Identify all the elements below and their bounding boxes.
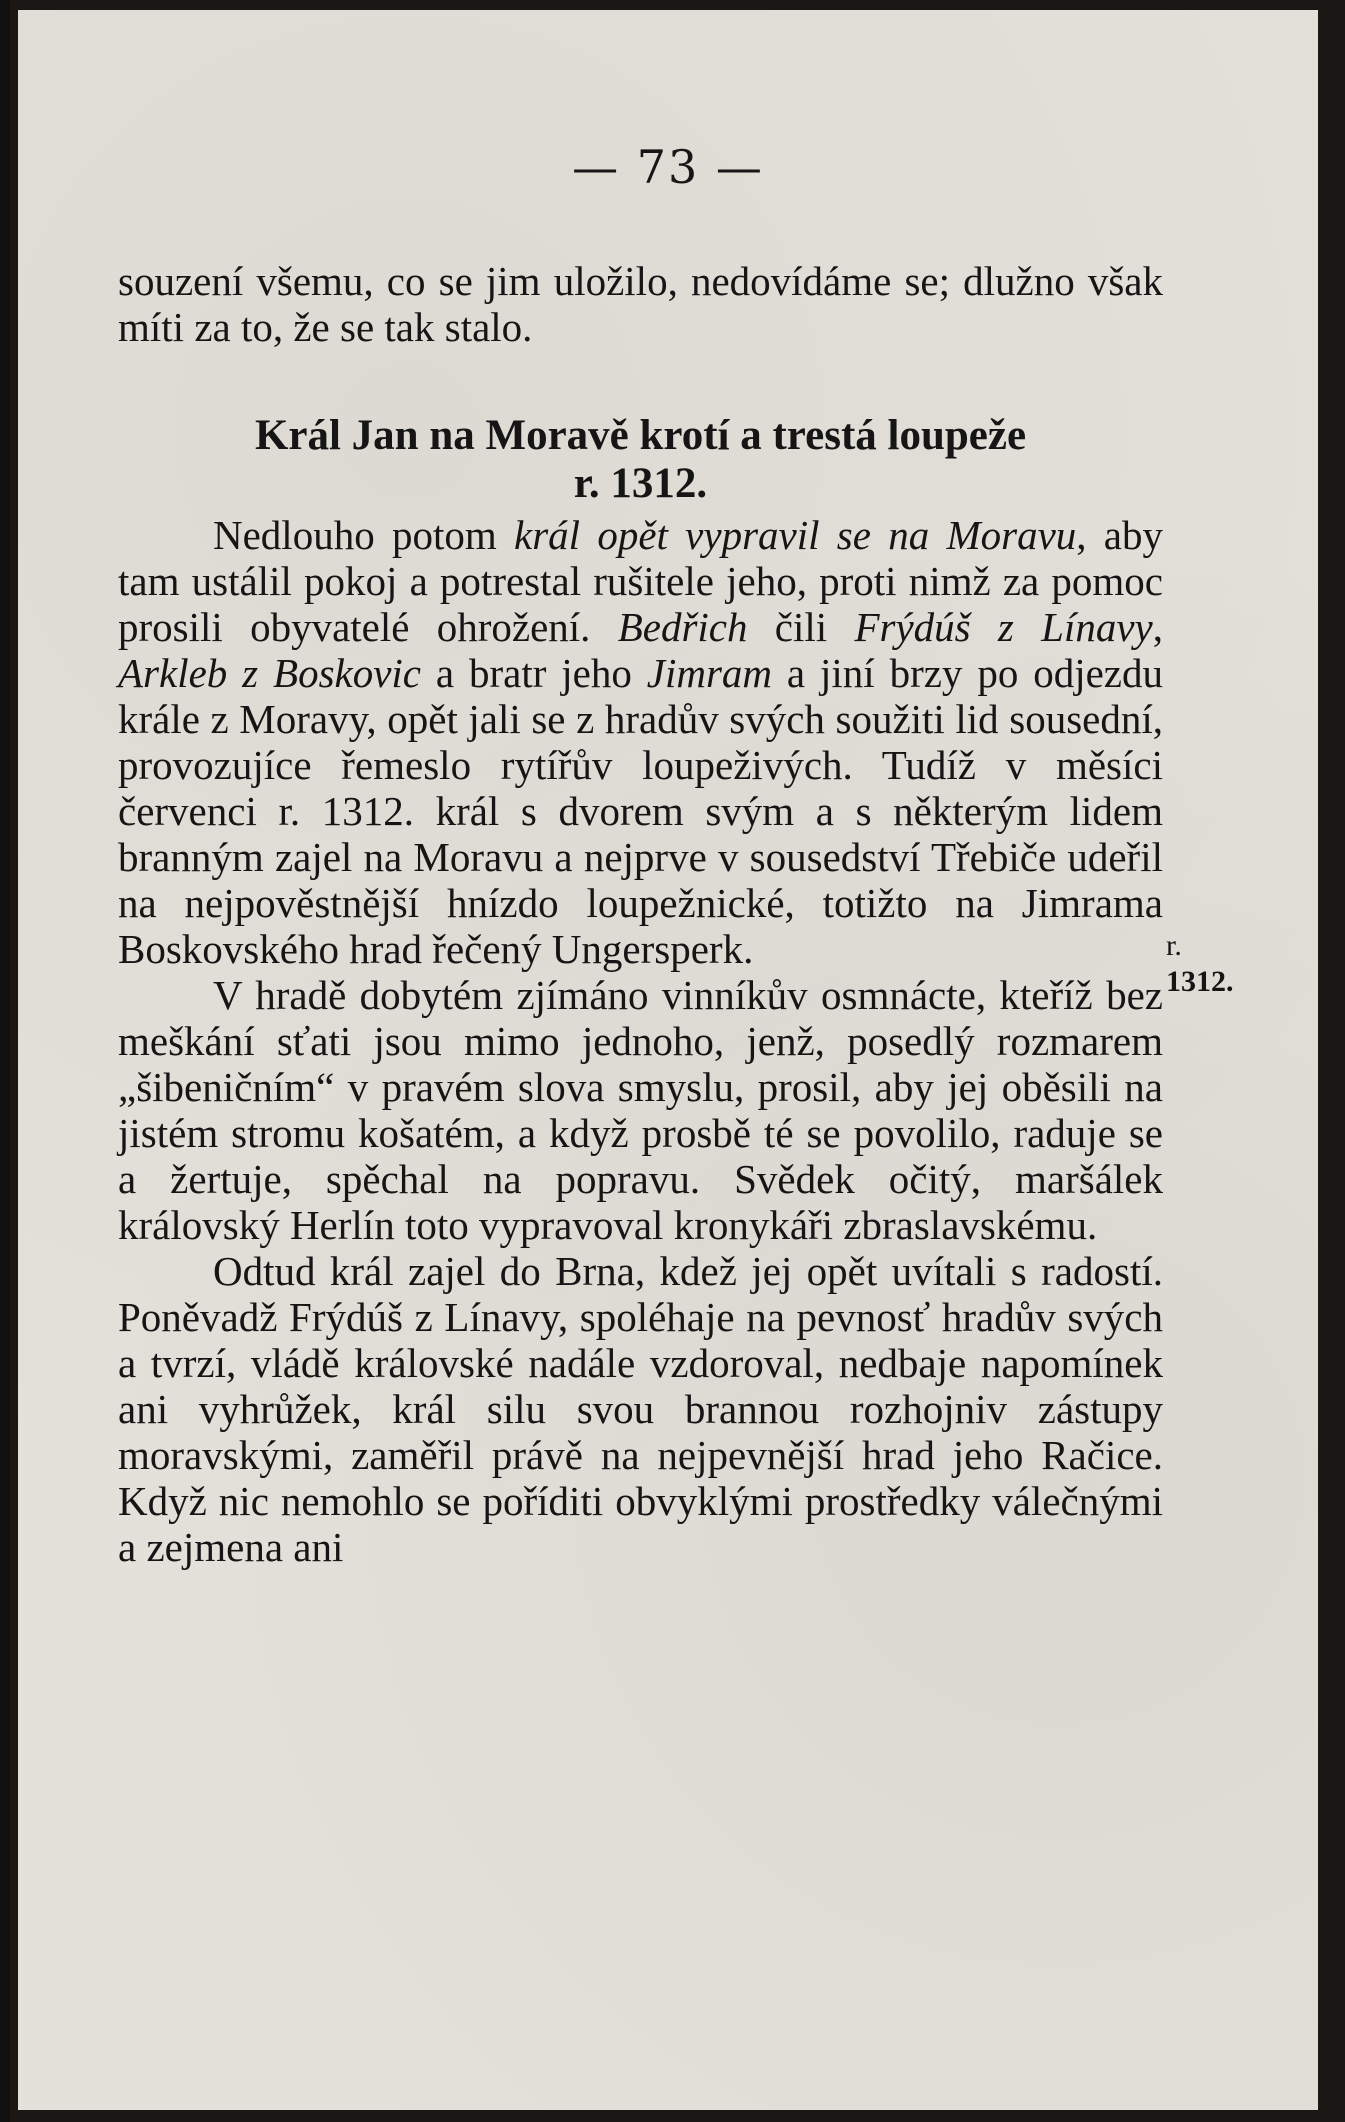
heading-year: r. 1312. xyxy=(573,460,708,507)
book-page xyxy=(18,10,1318,2110)
margin-note xyxy=(1166,928,1234,1000)
p1-text-e: čili xyxy=(747,604,855,650)
p1-text-c: , aby tam ustálil pokoj a potrestal rušitele jeho, proti nimž za pomoc prosili obyvatelé ohrožení. xyxy=(118,512,1163,650)
p1-text-a: Nedlouho potom xyxy=(213,512,515,558)
margin-note-r: r. xyxy=(1166,929,1182,962)
p1-italic-frydus: Frýdúš z Línavy xyxy=(854,604,1153,650)
p1-italic-king: král opět vypravil se na Moravu xyxy=(514,512,1077,558)
paragraph-2: V hradě dobytém zjímáno vinníkův osmnácte, kteříž bez meškání sťati jsou mimo jednoho, jenž, posedlý rozmarem „šibeničním“ v pravém slova smyslu, prosil, aby jej oběsili na jistém stromu košatém, a když prosbě té se povolilo, raduje se a žertuje, spěchal na popravu. Svědek očitý, maršálek královský Herlín toto vypravoval kronykáři zbraslavskému. xyxy=(118,972,1163,1248)
text-column xyxy=(118,258,1163,1570)
p1-italic-bedrich: Bedřich xyxy=(617,604,748,650)
p1-italic-arkleb: Arkleb z Boskovic xyxy=(118,650,422,696)
scan-edge xyxy=(0,0,10,2122)
p1-text-g: , xyxy=(1152,604,1163,650)
heading-title: Král Jan na Moravě krotí a trestá loupeže xyxy=(254,412,1027,459)
page-number: — 73 — xyxy=(572,140,764,194)
p1-text-i: a bratr jeho xyxy=(421,650,647,696)
paragraph-1 xyxy=(118,512,1163,972)
paragraph-3: Odtud král zajel do Brna, kdež jej opět uvítali s radostí. Poněvadž Frýdúš z Línavy, spoléhaje na pevnosť hradův svých a tvrzí, vládě královské nadále vzdoroval, nedbaje napomínek ani vyhrůžek, král silu svou brannou rozhojniv zástupy moravskými, zaměřil právě na nejpevnější hrad jeho Račice. Když nic nemohlo se poříditi obvyklými prostředky válečnými a zejmena ani xyxy=(118,1248,1163,1570)
section-heading xyxy=(118,412,1163,508)
intro-paragraph: souzení všemu, co se jim uložilo, nedovídáme se; dlužno však míti za to, že se tak stalo. xyxy=(118,258,1163,350)
margin-note-year: 1312. xyxy=(1166,965,1234,998)
p1-italic-jimram: Jimram xyxy=(646,650,773,696)
p1-text-k: a jiní brzy po odjezdu krále z Moravy, opět jali se z hradův svých soužiti lid sousední, provozujíce řemeslo rytířův loupeživých. Tudíž v měsíci červenci r. 1312. král s dvorem svým a s některým lidem branným zajel na Moravu a nejprve v sousedství Třebiče udeřil na nejpověstnější hnízdo loupežnické, totižto na Jimrama Boskovského hrad řečený Ungersperk. xyxy=(118,650,1163,972)
